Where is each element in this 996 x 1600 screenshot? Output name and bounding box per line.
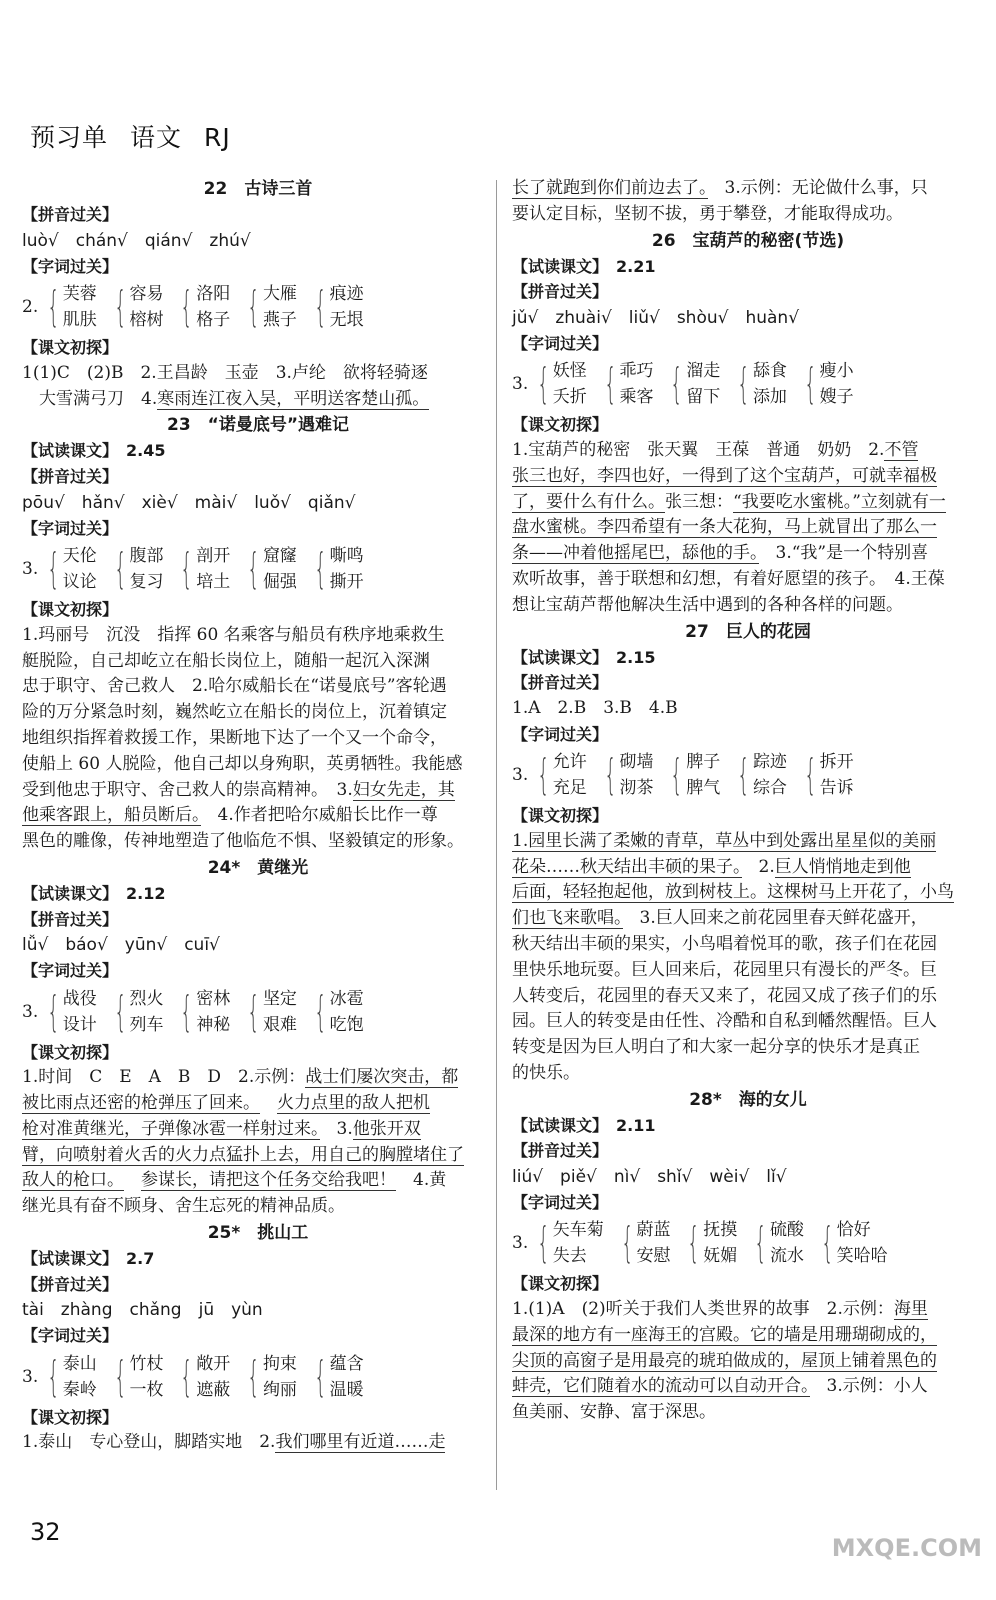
underlined-answer: 条——冲着他摇尾巴，舔他的手。 <box>512 543 759 564</box>
word-pair: { 乖巧 乘客 <box>604 359 654 409</box>
section-label: 【拼音过关】 <box>512 282 609 302</box>
pinyin-answers: luò√ chán√ qián√ zhú√ <box>22 230 251 251</box>
word: 战役 <box>62 988 97 1009</box>
word: 天伦 <box>62 546 97 567</box>
word-pair: { 蔚蓝 安慰 <box>621 1218 671 1268</box>
word: 竹杖 <box>129 1353 164 1374</box>
word: 嘶鸣 <box>329 546 364 567</box>
word: 一枚 <box>129 1379 164 1400</box>
word: 失去 <box>552 1246 587 1267</box>
section-label: 【字词过关】 <box>512 333 609 353</box>
word: 剖开 <box>196 546 231 567</box>
answer-line: 艇脱险，自己却屹立在船长岗位上，随船一起沉入深渊 <box>22 650 430 671</box>
underlined-answer: 敌人的枪口。 <box>22 1170 124 1191</box>
word-pair: { 剖开 培土 <box>180 544 231 594</box>
word: 艰难 <box>262 1014 297 1035</box>
answer-line: 要认定目标，坚韧不拔，勇于攀登，才能取得成功。 <box>512 203 903 224</box>
lesson-24-title: 24* 黄继光 <box>207 857 309 878</box>
word: 拘束 <box>262 1353 297 1374</box>
book-name: 预习单 <box>30 123 109 152</box>
underlined-answer: 尖顶的高窗子是用最亮的琥珀做成的，屋顶上铺着黑色的 <box>512 1350 937 1371</box>
underlined-answer: 海里 <box>893 1299 928 1320</box>
underlined-answer: 他乘客跟上，船员断后。 <box>22 805 201 826</box>
section-label: 【拼音过关】 <box>22 205 119 224</box>
section-label: 【课文初探】 <box>512 806 609 826</box>
answer-line <box>512 490 984 516</box>
section-label: 【拼音过关】 <box>512 673 609 693</box>
section-label: 【字词过关】 <box>22 1326 119 1346</box>
word: 留下 <box>686 387 721 408</box>
answer-text: 3.示例：小人 <box>809 1376 928 1397</box>
word-pair: { 容易 榕树 <box>114 282 164 332</box>
word: 温暖 <box>329 1379 364 1400</box>
question-number: 3. <box>22 1366 39 1387</box>
word-pair: { 泰山 秦岭 <box>47 1351 97 1401</box>
answer-line: 的快乐。 <box>512 1062 580 1083</box>
word-pair: { 天伦 议论 <box>47 544 97 594</box>
page-header <box>30 118 253 154</box>
answer-text: 1.泰山 专心登山，脚踏实地 2. <box>22 1432 276 1453</box>
answer-line <box>512 1374 984 1400</box>
word-pair: { 溜走 留下 <box>670 359 721 409</box>
underlined-answer: 了，要什么有什么。 <box>512 491 665 512</box>
word: 肌肤 <box>62 310 97 331</box>
word: 蔚蓝 <box>636 1220 671 1241</box>
word: 砌墙 <box>619 752 654 773</box>
answer-text: 2. <box>741 856 775 877</box>
answer-line: 1.玛丽号 沉没 指挥 60 名乘客与船员有秩序地乘救生 <box>22 624 445 645</box>
answer-line <box>512 906 984 932</box>
word: 大雁 <box>262 284 297 305</box>
answer-line: 欢听故事，善于联想和幻想，有着好愿望的孩子。 4.王葆 <box>512 568 945 589</box>
word: 溜走 <box>686 361 721 382</box>
word: 窟窿 <box>262 546 297 567</box>
word: 踪迹 <box>752 752 787 773</box>
word: 密林 <box>196 988 231 1009</box>
word: 芙蓉 <box>62 284 97 305</box>
subject-name: 语文 <box>130 123 183 152</box>
underlined-answer: 被比雨点还密的枪弹压了回来。 <box>22 1093 260 1114</box>
word: 复习 <box>129 572 164 593</box>
answer-line: 继光具有奋不顾身、舍生忘死的精神品质。 <box>22 1196 345 1217</box>
word-pair: { 允许 充足 <box>537 750 587 800</box>
word-pair: { 痕迹 无垠 <box>314 282 364 332</box>
answer-line: 里快乐地玩耍。巨人回来后，花园里只有漫长的严冬。巨 <box>512 959 937 980</box>
word: 榕树 <box>129 310 164 331</box>
underlined-answer: 张三也好，李四也好，一得到了这个宝葫芦，可就幸福极 <box>512 465 937 486</box>
underlined-answer: “我要吃水蜜桃。”立刻就有一 <box>733 491 946 512</box>
edition-label: RJ <box>204 123 231 152</box>
section-label: 【试读课文】 2.45 <box>22 441 166 461</box>
answer-text: 张三想： <box>665 491 733 512</box>
word: 允许 <box>552 752 587 773</box>
word: 列车 <box>129 1014 164 1035</box>
word-groups <box>22 279 494 335</box>
section-label: 【拼音过关】 <box>22 1274 119 1294</box>
answer-line: 秋天结出丰硕的果实，小鸟唱着悦耳的歌，孩子们在花园 <box>512 933 937 954</box>
underlined-answer: 不管 <box>884 439 919 460</box>
word-pair: { 瘦小 嫂子 <box>804 359 854 409</box>
word-pair: { 舔食 添加 <box>737 359 787 409</box>
word-pair: { 敞开 遮蔽 <box>180 1351 231 1401</box>
word-pair: { 嘶鸣 撕开 <box>314 544 364 594</box>
underlined-answer: 臂，向喷射着火舌的火力点猛扑上去，用自己的胸膛堵住了 <box>22 1144 464 1165</box>
section-label: 【试读课文】 2.11 <box>512 1115 656 1135</box>
word: 乘客 <box>619 387 654 408</box>
section-label: 【课文初探】 <box>22 600 119 620</box>
section-label: 【试读课文】 2.7 <box>22 1249 155 1269</box>
word: 恰好 <box>836 1220 871 1241</box>
word: 吃饱 <box>329 1014 364 1035</box>
pinyin-answers: liú√ piě√ nì√ shǐ√ wèi√ lǐ√ <box>512 1166 787 1187</box>
underlined-answer: 蚌壳，它们随着水的流动可以自动开合。 <box>512 1376 810 1397</box>
section-label: 【字词过关】 <box>512 1192 609 1212</box>
section-label: 【试读课文】 2.15 <box>512 647 656 667</box>
answer-text: 3. <box>319 1118 353 1139</box>
lesson-23-title: 23 “诺曼底号”遇难记 <box>166 415 349 436</box>
column-divider <box>496 180 497 1490</box>
underlined-answer: 们也飞来歌唱。 <box>512 908 623 929</box>
underlined-answer: 我们哪里有近道……走 <box>275 1432 446 1453</box>
section-label: 【课文初探】 <box>512 415 609 435</box>
underlined-answer: 寒雨连江夜入吴，平明送客楚山孤。 <box>157 388 430 409</box>
word: 冰雹 <box>329 988 364 1009</box>
pinyin-answers: tài zhàng chǎng jū yùn <box>22 1300 263 1321</box>
word-pair: { 恰好 笑哈哈 <box>821 1218 888 1268</box>
answer-line <box>22 1117 494 1143</box>
word: 抚摸 <box>703 1220 738 1241</box>
underlined-answer: 盘水蜜桃。李四希望有一条大花狗，马上就冒出了那么一 <box>512 517 937 538</box>
word-pair: { 砌墙 沏茶 <box>604 750 654 800</box>
word: 秦岭 <box>62 1379 97 1400</box>
answer-text: 3.示例：无论做什么事，只 <box>707 178 928 198</box>
section-label: 【拼音过关】 <box>22 466 119 486</box>
answer-line <box>512 1323 984 1349</box>
answer-line: 黑色的雕像，传神地塑造了他临危不惧、坚毅镇定的形象。 <box>22 831 464 852</box>
word: 撕开 <box>329 572 364 593</box>
word: 笑哈哈 <box>836 1246 888 1267</box>
word: 洛阳 <box>196 284 231 305</box>
answer-line: 1(1)C (2)B 2.王昌龄 玉壶 3.卢纶 欲将轻骑逐 <box>22 362 428 383</box>
underlined-answer: 后面，轻轻抱起他，放到树枝上。这棵树马上开花了，小鸟 <box>512 882 954 903</box>
pinyin-answers: pōu√ hǎn√ xiè√ mài√ luǒ√ qiǎn√ <box>22 492 356 513</box>
answer-line <box>22 1091 494 1117</box>
answer-line: 使船上 60 人脱险，他自己却以身殉职，英勇牺牲。我能感 <box>22 753 463 774</box>
answer-line: 人转变后，花园里的春天又来了，花园又成了孩子们的乐 <box>512 985 937 1006</box>
pinyin-answers: lǚ√ báo√ yūn√ cuī√ <box>22 935 220 956</box>
word-pair: { 硫酸 流水 <box>754 1218 804 1268</box>
question-number: 3. <box>512 765 529 786</box>
section-label: 【课文初探】 <box>512 1274 609 1294</box>
answer-line <box>512 880 984 906</box>
word: 舔食 <box>752 361 787 382</box>
section-label: 【试读课文】 2.21 <box>512 256 656 276</box>
question-number: 3. <box>512 1233 529 1254</box>
section-label: 【字词过关】 <box>512 724 609 744</box>
answer-line: 园。巨人的转变是由任性、冷酷和自私到幡然醒悟。巨人 <box>512 1011 937 1032</box>
underlined-answer: 战士们屡次突击，都 <box>305 1067 459 1088</box>
answer-line <box>22 1168 494 1194</box>
word-pair: { 蕴含 温暖 <box>314 1351 364 1401</box>
word-pair: { 拆开 告诉 <box>804 750 854 800</box>
answer-text: 大雪满弓刀 4. <box>39 388 158 409</box>
word: 神秘 <box>196 1014 231 1035</box>
word: 绚丽 <box>262 1379 297 1400</box>
word-pair: { 大雁 燕子 <box>247 282 297 332</box>
answer-line <box>22 803 494 829</box>
word: 沏茶 <box>619 778 654 799</box>
word: 添加 <box>752 387 787 408</box>
word: 腹部 <box>129 546 164 567</box>
word: 泰山 <box>62 1353 97 1374</box>
section-label: 【课文初探】 <box>22 1407 119 1427</box>
section-label: 【拼音过关】 <box>22 909 119 929</box>
word: 蕴含 <box>329 1353 364 1374</box>
word-pair: { 脾子 脾气 <box>670 750 721 800</box>
underlined-answer: 花朵……秋天结出丰硕的果子。 <box>512 856 742 877</box>
word-pair: { 拘束 绚丽 <box>247 1351 297 1401</box>
word-pair: { 抚摸 妩媚 <box>687 1218 738 1268</box>
answer-line: 鱼美丽、安静、富于深思。 <box>512 1402 716 1423</box>
answer-line <box>22 387 494 413</box>
word-groups <box>512 356 984 412</box>
underlined-answer: 1.园里长满了柔嫩的青草，草丛中到处露出星星似的美丽 <box>512 830 937 851</box>
answer-line <box>512 515 984 541</box>
word: 设计 <box>62 1014 97 1035</box>
word-pair: { 坚定 艰难 <box>247 986 297 1036</box>
word: 妖怪 <box>552 361 587 382</box>
answer-line <box>22 1430 494 1456</box>
answer-line <box>512 1349 984 1375</box>
word: 告诉 <box>819 778 854 799</box>
word-pair: { 芙蓉 肌肤 <box>47 282 97 332</box>
section-label: 【课文初探】 <box>22 1042 119 1062</box>
underlined-answer: 妇女先走，其 <box>352 779 455 800</box>
word: 议论 <box>62 572 97 593</box>
word-pair: { 密林 神秘 <box>180 986 231 1036</box>
word: 无垠 <box>329 310 364 331</box>
left-column <box>22 176 494 1456</box>
word-pair: { 竹杖 一枚 <box>114 1351 164 1401</box>
word: 充足 <box>552 778 587 799</box>
watermark-text: MXQE.COM <box>831 1534 982 1562</box>
word: 痕迹 <box>329 284 364 305</box>
word: 流水 <box>769 1246 804 1267</box>
answer-line <box>512 829 984 855</box>
answer-text: 1.宝葫芦的秘密 张天翼 王葆 普通 奶奶 2. <box>512 439 885 460</box>
answer-text: 受到他忠于职守、舍己救人的崇高精神。 3. <box>22 779 353 800</box>
word-pair: { 矢车菊 失去 <box>537 1218 604 1268</box>
word: 矢车菊 <box>552 1220 604 1241</box>
section-label: 【课文初探】 <box>22 338 119 358</box>
word-groups <box>512 1215 984 1271</box>
word-pair: { 妖怪 夭折 <box>537 359 587 409</box>
answer-line: 地组织指挥着救援工作，果断地下达了一个又一个命令， <box>22 727 447 748</box>
underlined-answer: 最深的地方有一座海王的宫殿。它的墙是用珊瑚砌成的， <box>512 1324 937 1345</box>
word-pair: { 烈火 列车 <box>114 986 164 1036</box>
word: 乖巧 <box>619 361 654 382</box>
section-label: 【字词过关】 <box>22 961 119 981</box>
answer-line <box>512 438 984 464</box>
question-number: 3. <box>22 559 39 580</box>
answer-line: 忠于职守、舍己救人 2.哈尔威船长在“诺曼底号”客轮遇 <box>22 676 447 697</box>
question-number: 2. <box>22 297 39 318</box>
answer-text: 3.巨人回来之前花园里春天鲜花盛开， <box>622 908 928 929</box>
word: 倔强 <box>262 572 297 593</box>
pinyin-answers: 1.A 2.B 3.B 4.B <box>512 697 678 718</box>
word: 坚定 <box>262 988 297 1009</box>
word: 安慰 <box>636 1246 671 1267</box>
word: 脾气 <box>686 778 721 799</box>
section-label: 【字词过关】 <box>22 256 119 276</box>
answer-line <box>22 1065 494 1091</box>
word: 硫酸 <box>769 1220 804 1241</box>
word-pair: { 洛阳 格子 <box>180 282 231 332</box>
word-groups <box>512 747 984 803</box>
word: 综合 <box>752 778 787 799</box>
word: 拆开 <box>819 752 854 773</box>
question-number: 3. <box>22 1001 39 1022</box>
word-pair: { 踪迹 综合 <box>737 750 787 800</box>
answer-line <box>512 464 984 490</box>
section-label: 【字词过关】 <box>22 518 119 538</box>
word-groups <box>22 1349 494 1405</box>
answer-line: 险的万分紧急时刻，巍然屹立在船长的岗位上，沉着镇定 <box>22 702 447 723</box>
lesson-22-title: 22 古诗三首 <box>203 179 313 199</box>
word-pair: { 腹部 复习 <box>114 544 164 594</box>
word: 敞开 <box>196 1353 231 1374</box>
section-label: 【试读课文】 2.12 <box>22 883 166 903</box>
word-pair: { 冰雹 吃饱 <box>314 986 364 1036</box>
answer-line <box>512 1297 984 1323</box>
right-column <box>512 176 984 1426</box>
answer-text: 1.(1)A (2)听关于我们人类世界的故事 2.示例： <box>512 1299 894 1320</box>
word: 脾子 <box>686 752 721 773</box>
word: 瘦小 <box>819 361 854 382</box>
answer-line: 转变是因为巨人明白了和大家一起分享的快乐才是真正 <box>512 1037 920 1058</box>
word: 夭折 <box>552 387 587 408</box>
answer-text: 4.作者把哈尔威船长比作一尊 <box>200 805 438 826</box>
lesson-28-title: 28* 海的女儿 <box>689 1089 807 1110</box>
underlined-answer: 参谋长，请把这个任务交给我吧！ <box>141 1170 396 1191</box>
word: 烈火 <box>129 988 164 1009</box>
answer-line: 想让宝葫芦帮他解决生活中遇到的各种各样的问题。 <box>512 594 903 615</box>
pinyin-answers: jǔ√ zhuài√ liǔ√ shòu√ huàn√ <box>512 307 800 328</box>
word: 遮蔽 <box>196 1379 231 1400</box>
answer-text: 4.黄 <box>396 1170 447 1191</box>
answer-line <box>22 778 494 804</box>
answer-line <box>512 541 984 567</box>
word: 格子 <box>196 310 231 331</box>
word: 培土 <box>196 572 231 593</box>
word-pair: { 战役 设计 <box>47 986 97 1036</box>
lesson-25-title: 25* 挑山工 <box>207 1223 309 1244</box>
answer-line <box>512 855 984 881</box>
word: 嫂子 <box>819 387 854 408</box>
lesson-27-title: 27 巨人的花园 <box>685 621 811 642</box>
answer-line <box>22 1143 494 1169</box>
word-groups <box>22 984 494 1040</box>
underlined-answer: 长了就跑到你们前边去了。 <box>512 178 708 198</box>
word: 燕子 <box>262 310 297 331</box>
answer-text: 1.时间 C E A B D 2.示例： <box>22 1067 306 1088</box>
word: 容易 <box>129 284 164 305</box>
answer-line <box>512 176 984 202</box>
word-groups <box>22 541 494 597</box>
lesson-26-title: 26 宝葫芦的秘密(节选) <box>651 230 845 251</box>
page-number: 32 <box>30 1518 61 1546</box>
word: 妩媚 <box>703 1246 738 1267</box>
underlined-answer: 枪对准黄继光，子弹像冰雹一样射过来。 <box>22 1118 320 1139</box>
underlined-answer: 巨人悄悄地走到他 <box>774 856 911 877</box>
question-number: 3. <box>512 374 529 395</box>
underlined-answer: 他张开双 <box>352 1118 421 1139</box>
section-label: 【拼音过关】 <box>512 1141 609 1161</box>
answer-text: 3.“我”是一个特别喜 <box>758 543 929 564</box>
underlined-answer: 火力点里的敌人把机 <box>277 1093 430 1114</box>
word-pair: { 窟窿 倔强 <box>247 544 297 594</box>
